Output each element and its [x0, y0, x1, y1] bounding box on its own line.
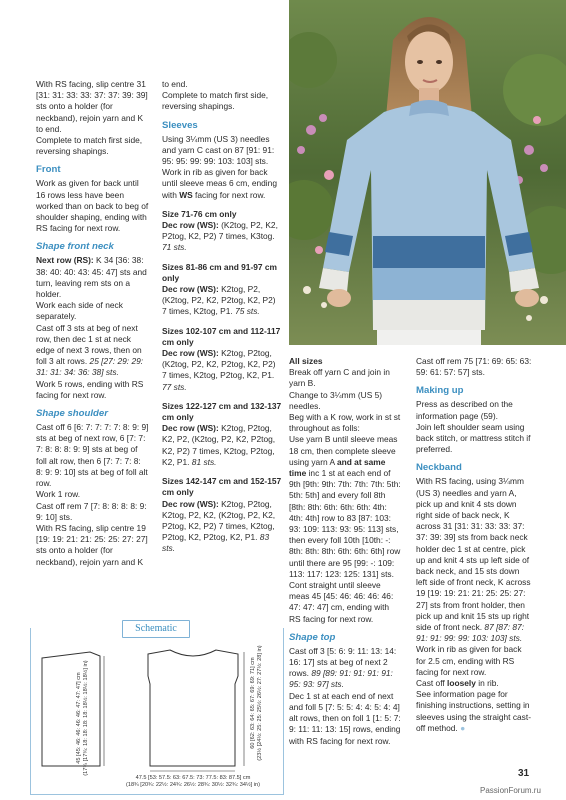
text-all-sizes: Break off yarn C and join in yarn B.	[289, 367, 390, 389]
text-rib: Work in rib as given for back for 2.5 cm, ending with RS facing for next row.	[416, 644, 522, 677]
heading-shape-front-neck: Shape front neck	[36, 241, 114, 253]
heading-size-5: Sizes 142-147 cm and 152-157 cm only	[162, 476, 282, 498]
schematic-title: Schematic	[122, 620, 190, 638]
heading-making-up: Making up	[416, 385, 464, 397]
text-sleeves: Using 3¼mm (US 3) needles and yarn C cast on 87 [91: 91: 95: 95: 99: 99: 103: 103] sts.	[162, 133, 275, 167]
text-cast-off-3: Cast off 3 sts at beg of next row, then dec 1 st at neck edge of next 3 rows, then on foll 3 alt rows. 25 [27: 29: 29: 31: 31: 34: 36: 38] sts.	[36, 322, 144, 378]
heading-shape-top: Shape top	[289, 631, 336, 643]
text-join: Join left shoulder seam using back stitch, or mattress stitch if preferred.	[416, 421, 531, 455]
schematic-body-length: 60 [62: 63: 64: 65: 67: 69: 69: 71] cm (23½ [24½: 25: 25: 25½: 26½: 27: 27½: 28] in)	[250, 645, 263, 761]
heading-size-4: Sizes 122-127 cm and 132-137 cm only	[162, 400, 282, 423]
text-cast-off-sleeve: Cast off rem 75 [71: 69: 65: 63: 59: 61: 57: 57] sts.	[416, 356, 532, 378]
text-intro-2: Complete to match first side, reversing shapings.	[36, 135, 143, 157]
text-front: Work as given for back until 16 rows less have been worked than on back to beg of shoulder shaping, ending with RS facing for next row.	[36, 178, 149, 234]
text-cast-off-loosely: Cast off loosely in rib.	[416, 678, 499, 689]
heading-front: Front	[36, 164, 61, 176]
text-making-up: Press as described on the information page (59).	[416, 399, 513, 421]
sleeve-outline	[42, 652, 100, 766]
column-4	[416, 356, 532, 734]
heading-shape-shoulder: Shape shoulder	[36, 408, 108, 420]
heading-size-3: Sizes 102-107 cm and 112-117 cm only	[162, 325, 281, 347]
text-straight: Cont straight until sleeve meas 45 [45: 46: 46: 46: 46: 47: 47: 47] cm, ending with RS facing for next row.	[289, 580, 394, 624]
schematic-width: 47.5 [53: 57.5: 63: 67.5: 73: 77.5: 83: 87.5] cm (18¾ [20¾: 22½: 24¾: 26½: 28¾: 30½: 32¾: 34½] in)	[125, 775, 261, 788]
text-next-row: Next row (RS): K 34 [36: 38: 38: 40: 40: 43: 45: 47] sts and turn, leaving rem sts on a holder.	[36, 255, 147, 300]
text-size-3: Dec row (WS): K2tog, P2tog, (K2tog, P2, K2, P2tog, K2, P2) 7 times, K2tog, P2tog, K2, P1. 77 sts.	[162, 348, 276, 392]
heading-neckband: Neckband	[416, 462, 462, 474]
sweater-photo-illustration	[289, 0, 566, 345]
schematic-sleeve-length: 45 [45: 46: 46: 46: 46: 47: 47: 47] cm (17¾ [17¾: 18: 18: 18: 18: 18½: 18½: 18½] in)	[76, 660, 89, 776]
text-each-side: Work each side of neck separately.	[36, 300, 123, 322]
body-outline	[148, 650, 238, 766]
text-cast-off-rem: Cast off rem 7 [7: 8: 8: 8: 8: 9: 9: 10] sts.	[36, 500, 147, 522]
text-rs-slip: With RS facing, slip centre 19 [19: 19: 21: 21: 25: 25: 27: 27] sts onto a holder (for neckband), rejoin yarn and K	[36, 522, 148, 567]
heading-all-sizes: All sizes	[289, 356, 323, 366]
column-2	[162, 79, 282, 555]
text-size-4: Dec row (WS): K2tog, P2tog, K2, P2, (K2tog, P2, K2, P2tog, K2, P2) 7 times, K2tog, P2tog, K2, P1. 81 sts.	[162, 423, 276, 467]
heading-size-1: Size 71-76 cm only	[162, 208, 237, 219]
text-size-1: Dec row (WS): (K2tog, P2, K2, P2tog, K2, P2) 7 times, K3tog. 71 sts.	[162, 220, 278, 253]
heading-sleeves: Sleeves	[162, 119, 198, 131]
text-neckband: With RS facing, using 3¼mm (US 3) needles and yarn A, pick up and knit 4 sts down right side of back neck, K across 31 [31: 31: 33: 33: 37: 37: 39: 39] sts from back neck holder dec 1 st at centre, pick up and knit 4 sts up left side of back neck, and 15 sts down left side of front neck, K across 19 [19: 19: 21: 21: 25: 25: 27: 27] sts from front holder, then pick up and knit 15 sts up right side of front neck. 87 [87: 87: 91: 91: 99: 99: 103: 103] sts.	[416, 476, 531, 644]
label-next-row: Next row (RS):	[36, 255, 94, 266]
text-intro: With RS facing, slip centre 31 [31: 31: 33: 33: 37: 37: 39: 39] sts onto a holder (for neckband), rejoin yarn and K to end.	[36, 79, 148, 134]
column-1	[36, 79, 150, 568]
text-change: Change to 3¼mm (US 5) needles.	[289, 389, 383, 411]
model-photo	[289, 0, 566, 345]
text-size-2: Dec row (WS): K2tog, P2, (K2tog, P2, K2, P2tog, K2, P2) 7 times, K2tog, P1. 75 sts.	[162, 284, 276, 317]
text-dec: Dec 1 st at each end of next and foll 5 [7: 5: 5: 4: 4: 5: 4: 4] alt rows, then on foll 1 [1: 5: 7: 9: 11: 11: 13: 15] rows, ending with RS facing for next row.	[289, 690, 401, 746]
text-beg: Beg with a K row, work in st st throughout as folls:	[289, 412, 401, 434]
page-number: 31	[518, 768, 530, 779]
text-use-yarn: Use yarn B until sleeve meas 18 cm, then complete sleeve using yarn A and at same time inc 1 st at each end of 9th [9th: 9th: 7th: 7th: 7th: 5th: 5th: 5th] and every foll 8th [8th: 8th: 6th: 6th: 6th: 4th: 4th: 4th] row to 83 [87: 103: 93: 109: 113: 93: 95: 113] sts, then every foll 10th [10th: -: 8th: 8th: 8th: 6th: 6th: 6th] row until there are 95 [99: -: 109: 113: 117: 123: 125: 131] sts.	[289, 434, 401, 579]
watermark-text: PassionForum.ru	[480, 786, 541, 795]
heading-size-2: Sizes 81-86 cm and 91-97 cm only	[162, 261, 277, 283]
text-work-rib: Work in rib as given for back until sleeve meas 6 cm, ending with WS facing for next row.	[162, 167, 277, 200]
end-dot-icon: ●	[460, 722, 466, 733]
text-work-1: Work 1 row.	[36, 489, 81, 500]
column-3	[289, 356, 403, 747]
schematic-drawing	[30, 636, 282, 794]
text-complete: Complete to match first side, reversing shapings.	[162, 90, 269, 112]
text-shoulder: Cast off 6 [6: 7: 7: 7: 7: 8: 9: 9] sts at beg of next row, 6 [7: 7: 7: 8: 8: 8: 9: 9] sts at beg of foll alt row, then 6 [7: 7: 7: 8: 8: 9: 9: 10] sts at beg of foll alt row.	[36, 422, 149, 489]
text-work-5: Work 5 rows, ending with RS facing for next row.	[36, 378, 144, 400]
text-size-5: Dec row (WS): K2tog, P2tog, K2tog, P2, K2, (K2tog, P2, K2, P2tog, K2, P2) 7 times, K2tog, P2tog, K2, P2tog, K2, P1. 83 sts.	[162, 498, 276, 554]
text-see: See information page for finishing instructions, setting in sleeves using the straight cast-off method. ●	[416, 689, 531, 733]
text-shape-top: Cast off 3 [5: 6: 9: 11: 13: 14: 16: 17] sts at beg of next 2 rows. 89 [89: 91: 91: 91: 91: 95: 93: 97] sts.	[289, 645, 397, 690]
text-to-end: to end.	[162, 79, 188, 89]
